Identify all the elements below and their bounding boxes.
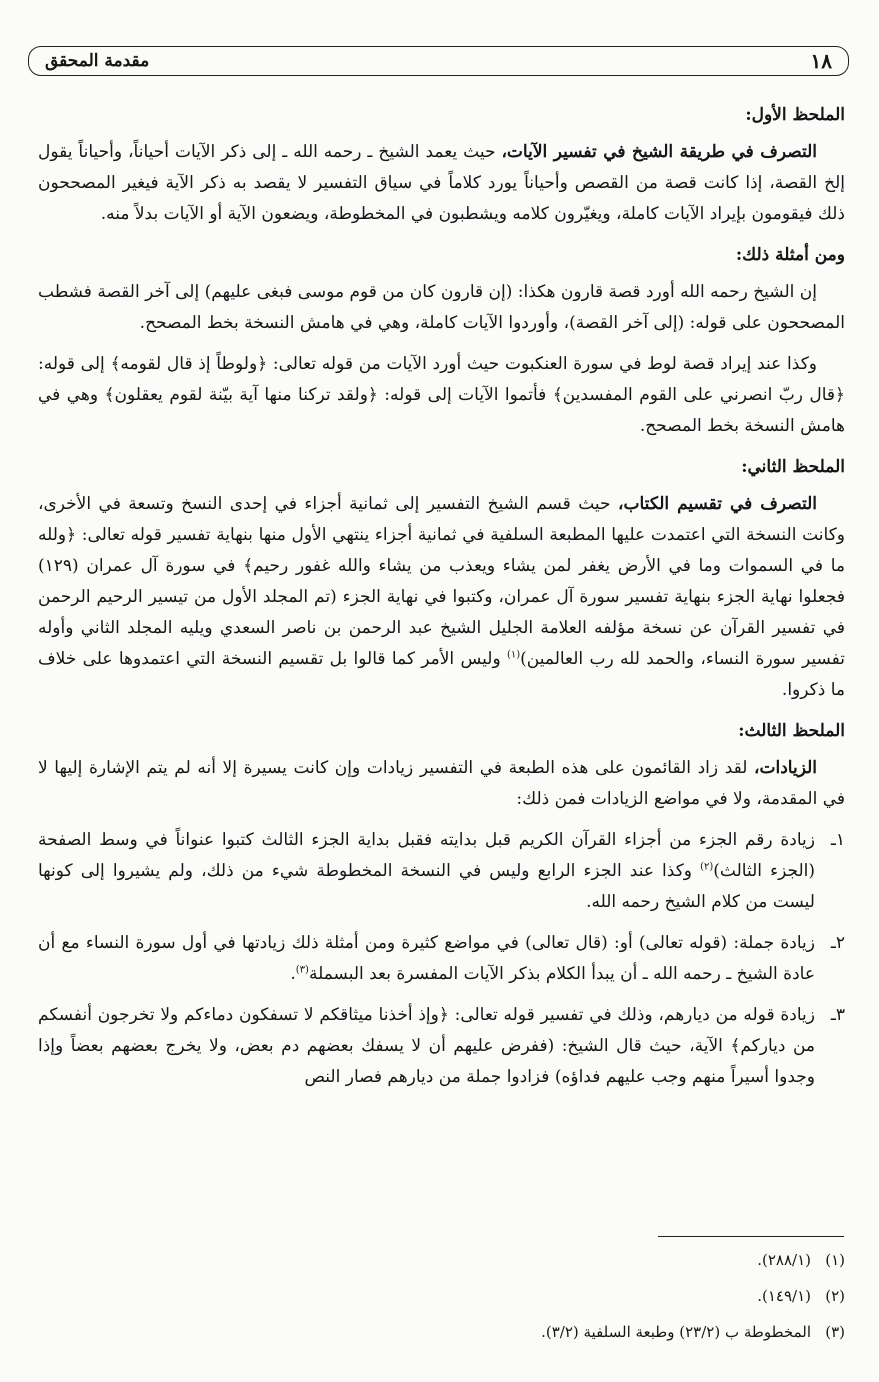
- page-number: ١٨: [810, 49, 832, 73]
- paragraph-lead: الزيادات،: [754, 758, 817, 778]
- footnote-text: المخطوطة ب (٢٣/٢) وطبعة السلفية (٣/٢).: [541, 1323, 811, 1341]
- paragraph-lead: التصرف في تقسيم الكتاب،: [618, 494, 817, 514]
- item-text: [38, 825, 815, 918]
- list-item: [38, 928, 845, 990]
- footnote-number: (٢): [825, 1287, 845, 1305]
- section-heading: الملحظ الثالث:: [738, 721, 845, 741]
- footnote-ref[interactable]: (٢): [700, 861, 714, 873]
- paragraph: [38, 753, 845, 815]
- footnote-number: (١): [825, 1251, 845, 1269]
- paragraph: [38, 489, 845, 706]
- paragraph-text: لقد زاد القائمون على هذه الطبعة في التفسير زيادات وإن كانت يسيرة إلا أنه لم يتم الإشارة إليها لا في المقدمة، ولا في مواضع الزيادات فمن ذلك:: [38, 758, 845, 809]
- section-second-observation: [38, 452, 845, 706]
- footnote-text: (١٤٩/١).: [757, 1287, 811, 1305]
- paragraph-tail: وليس الأمر كما قالوا بل تقسيم النسخة التي اعتمدوها على خلاف ما ذكروا.: [38, 649, 845, 700]
- item-text: [38, 1000, 815, 1093]
- page-header: [28, 46, 849, 76]
- item-body: زيادة رقم الجزء من أجزاء القرآن الكريم قبل بدايته فقبل بداية الجزء الثالث كتبوا عنواناً في وسط الصفحة (الجزء الثالث): [38, 830, 815, 881]
- footnote: [245, 1314, 845, 1350]
- section-heading: الملحظ الأول:: [745, 105, 845, 125]
- section-third-observation: [38, 716, 845, 1093]
- list-item: [38, 825, 845, 918]
- paragraph-text: حيث قسم الشيخ التفسير إلى ثمانية أجزاء في إحدى النسخ وتسعة في الأخرى، وكانت النسخة التي اعتمدت عليها المطبعة السلفية في ثمانية أجزاء ينتهي الأول منها بنهاية تفسير قوله تعالى: ﴿ولله ما في السموات وما في الأرض يغفر لمن يشاء ويعذب من يشاء والله غفور رحيم﴾ في سورة آل عمران (١٢٩) فجعلوا نهاية الجزء بنهاية تفسير سورة آل عمران، وكتبوا في نهاية الجزء (تم المجلد الأول من تيسير الرحيم الرحمن في تفسير القرآن عن نسخة مؤلفه العلامة الجليل الشيخ عبد الرحمن بن ناصر السعدي ويليه المجلد الثاني وأوله تفسير سورة النساء، والحمد لله رب العالمين): [38, 494, 845, 669]
- footnote-number: (٣): [825, 1323, 845, 1341]
- example-paragraph: إن الشيخ رحمه الله أورد قصة قارون هكذا: (إن قارون كان من قوم موسى فبغى عليهم) إلى آخر القصة فشطب المصححون على قوله: (إلى آخر القصة)، وأوردوا الآيات كاملة، وهي في هامش النسخة بخط المصحح.: [38, 282, 845, 333]
- item-number: ١ـ: [830, 830, 845, 850]
- item-body: زيادة قوله من ديارهم، وذلك في تفسير قوله تعالى: ﴿وإذ أخذنا ميثاقكم لا تسفكون دماءكم ولا تخرجون أنفسكم من دياركم﴾ الآية، حيث قال الشيخ: (ففرض عليهم أن لا يسفك بعضهم دم بعض، ولا يخرج بعضهم بعضاً وإذا وجدوا أسيراً منهم وجب عليهم فداؤه) فزادوا جملة من ديارهم فصار النص: [38, 1005, 815, 1087]
- section-heading: الملحظ الثاني:: [741, 457, 845, 477]
- paragraph-lead: التصرف في طريقة الشيخ في تفسير الآيات،: [501, 142, 817, 162]
- item-number: ٢ـ: [830, 933, 845, 953]
- paragraph: [38, 137, 845, 230]
- footnote: [245, 1278, 845, 1314]
- list-item: [38, 1000, 845, 1093]
- example-paragraph: وكذا عند إيراد قصة لوط في سورة العنكبوت حيث أورد الآيات من قوله تعالى: ﴿ولوطاً إذ قال لقومه﴾ إلى قوله: ﴿قال ربّ انصرني على القوم المفسدين﴾ فأتموا الآيات إلى قوله: ﴿ولقد تركنا منها آية بيّنة لقوم يعقلون﴾ وهي في هامش النسخة بخط المصحح.: [38, 354, 845, 436]
- subheading: ومن أمثلة ذلك:: [735, 245, 845, 265]
- item-tail: وكذا عند الجزء الرابع وليس في النسخة المخطوطة شيء من ذلك، ولم يشيروا إلى كونها ليست من كلام الشيخ رحمه الله.: [38, 861, 815, 912]
- paragraph-text: حيث يعمد الشيخ ـ رحمه الله ـ إلى ذكر الآيات أحياناً، وأحياناً يقول إلخ القصة، إذا كانت قصة من القصص وأحياناً يورد كلاماً في سياق التفسير لا يقصد به ذكر الآية فيغير المصححون ذلك فيقومون بإيراد الآيات كاملة، ويغيّرون كلامه ويشطبون في المخطوطة، ويضعون الآية أو الآيات بدلاً منه.: [38, 142, 845, 224]
- footnote: [245, 1242, 845, 1278]
- footnote-text: (٢٨٨/١).: [757, 1251, 811, 1269]
- main-text: [38, 92, 845, 1103]
- footnote-divider: [658, 1236, 844, 1237]
- running-title: مقدمة المحقق: [45, 51, 150, 71]
- section-first-observation: [38, 100, 845, 442]
- item-text: [38, 928, 815, 990]
- footnote-ref[interactable]: (١): [506, 649, 521, 661]
- footnote-ref[interactable]: (٣): [295, 964, 309, 976]
- item-tail: .: [290, 964, 296, 984]
- item-body: زيادة جملة: (قوله تعالى) أو: (قال تعالى) في مواضع كثيرة ومن أمثلة ذلك زيادتها في أول سورة النساء مع أن عادة الشيخ ـ رحمه الله ـ أن يبدأ الكلام بذكر الآيات المفسرة بعد البسملة: [38, 933, 815, 984]
- footnotes: [245, 1242, 845, 1350]
- item-number: ٣ـ: [830, 1005, 845, 1025]
